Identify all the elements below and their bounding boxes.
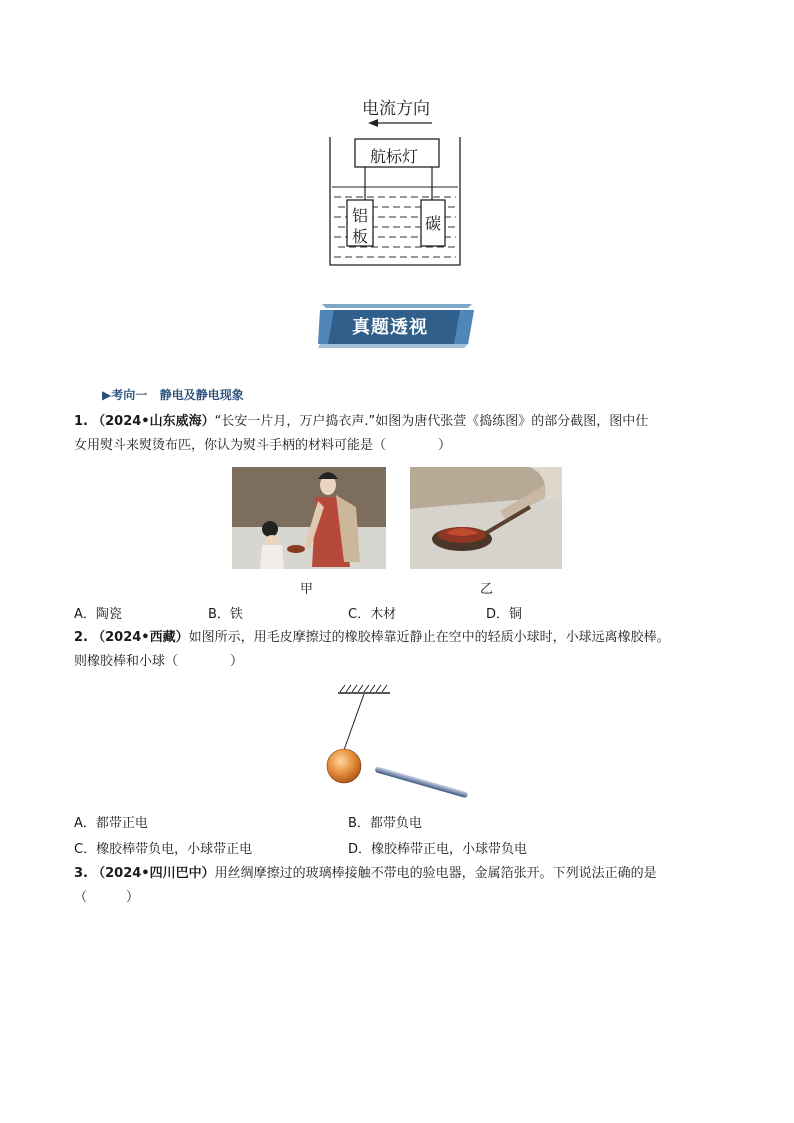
- q2-number: 2.: [74, 630, 88, 645]
- q3-text-line2: （ ）: [74, 890, 140, 905]
- q2-text-line1: 如图所示，用毛皮摩擦过的橡胶棒靠近静止在空中的轻质小球时，小球远离橡胶棒。: [188, 630, 670, 645]
- q1-text-line1: “长安一片月，万户捣衣声.”如图为唐代张萱《捣练图》的部分截图，图中仕: [214, 414, 649, 429]
- topic-heading: [102, 386, 244, 403]
- caption-yi: 乙: [480, 582, 494, 597]
- q1-number: 1.: [74, 414, 88, 429]
- q3-text-line1: 用丝绸摩擦过的玻璃棒接触不带电的验电器，金属箔张开。下列说法正确的是: [214, 866, 657, 881]
- aluminum-plate-label-1: 铝: [352, 206, 369, 225]
- q2-option-d[interactable]: D．橡胶棒带正电，小球带负电: [348, 842, 528, 857]
- q1-option-c[interactable]: C．木材: [348, 607, 397, 622]
- q1-source: （2024•山东威海）: [92, 414, 215, 429]
- current-direction-label: 电流方向: [362, 99, 430, 119]
- q2-option-a[interactable]: A．都带正电: [74, 816, 148, 831]
- aluminum-plate-label-2: 板: [352, 227, 369, 246]
- topic-title: 静电及静电现象: [159, 388, 244, 402]
- q1-text-line2: 女用熨斗来熨烫布匹，你认为熨斗手柄的材料可能是（ ）: [74, 438, 452, 453]
- carbon-plate-label: 碳: [425, 214, 442, 233]
- q2-source: （2024•西藏）: [92, 630, 189, 645]
- electrolytic-cell-diagram: [320, 112, 470, 272]
- q3-number: 3.: [74, 866, 88, 881]
- q2-option-b[interactable]: B．都带负电: [348, 816, 422, 831]
- question-2: [74, 626, 754, 674]
- q1-option-b[interactable]: B．铁: [208, 607, 243, 622]
- section-banner-title: 真题透视: [352, 317, 428, 338]
- painting-image-jia: [232, 467, 386, 569]
- question-1: [74, 410, 734, 458]
- lamp-label: 航标灯: [370, 147, 419, 166]
- caption-jia: 甲: [300, 582, 314, 597]
- q3-source: （2024•四川巴中）: [92, 866, 215, 881]
- q2-option-c[interactable]: C．橡胶棒带负电，小球带正电: [74, 842, 253, 857]
- question-3: [74, 862, 754, 910]
- iron-closeup-image-yi: [410, 467, 562, 569]
- q2-text-line2: 则橡胶棒和小球（ ）: [74, 654, 244, 669]
- charged-ball-diagram: [320, 680, 480, 804]
- topic-marker: ▶考向一: [102, 388, 148, 402]
- q1-option-a[interactable]: A．陶瓷: [74, 607, 122, 622]
- q1-option-d[interactable]: D．铜: [486, 607, 523, 622]
